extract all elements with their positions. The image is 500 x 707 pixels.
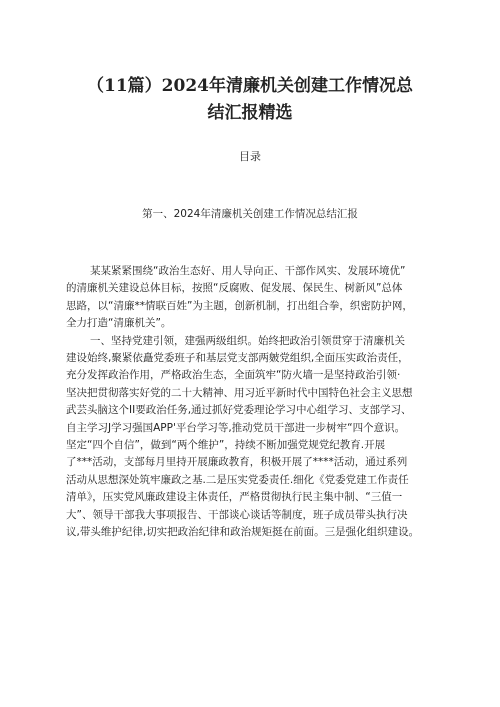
body-line: 建设始终,聚紧依矗党委班子和基层党支部两皴党组织,全面压实政治责任， — [66, 352, 409, 364]
document-title-line-1: （11篇）2024年清廉机关创建工作情况总 — [87, 76, 413, 96]
body-line: 自主学习J学习强国APP'平台学习等,推动党员干部进一步树牢“四个意识。 — [66, 421, 406, 434]
document-title-line-2: 结汇报精选 — [207, 103, 293, 123]
body-line: 议,带头维护纪律,切实把政治纪律和政治规矩挺在前面。三是强化组织建设。 — [66, 526, 420, 538]
body-line: 坚决把贯彻落实好党的二十大精神、用习近平新时代中国特色社会主义思想 — [66, 386, 413, 399]
body-line: 的清廉机关建设总体目标，按照“反腐败、促发展、保民生、树新风”总体 — [66, 282, 403, 295]
body-line: 全力打造“清廉机关”。 — [66, 317, 172, 330]
body-line: 大”、领导干部我大事项报告、干部谈心谈话等制度，班子成员带头执行决 — [66, 508, 408, 521]
body-line: 了***活动，支部每月里持开展廉政教育，积极开展了****活动，通过系列 — [66, 456, 408, 469]
body-line: 思路，以“清廉**情联百姓”为主题，创新机制，打出组合拳，织密防护网， — [66, 299, 413, 312]
body-line: 清单》，压实党风廉政建设主体责任，严格贯彻执行民主集中制、“三值一 — [66, 491, 403, 504]
body-line: 一、坚持党建引领，建强两级组织。始终把政治引领贯穿于清廉机关 — [90, 334, 405, 347]
body-line: 坚定“四个自信”，做到“两个维护”，持续不断加强党规党纪教育.开展 — [66, 439, 386, 451]
body-line: 充分发挥政治作用，严格政治生态，全面筑牢“防火墙一是坚持政治引领· — [66, 369, 401, 382]
body-line: 活动从思想深处筑牢廉政之基.二是压实党委责任.细化《党委党建工作责任 — [66, 473, 409, 486]
toc-label: 目录 — [239, 150, 261, 163]
section-heading: 第一、2024年清廉机关创建工作情况总结汇报 — [142, 208, 358, 220]
body-line: 某某紧紧围绕“政治生态好、用人导向正、干部作风实、发展环境优” — [90, 265, 406, 277]
body-line: 武芸头脑这个II要政治任务,通过抓好党委理论学习中心组学习、支部学习、 — [66, 404, 412, 417]
